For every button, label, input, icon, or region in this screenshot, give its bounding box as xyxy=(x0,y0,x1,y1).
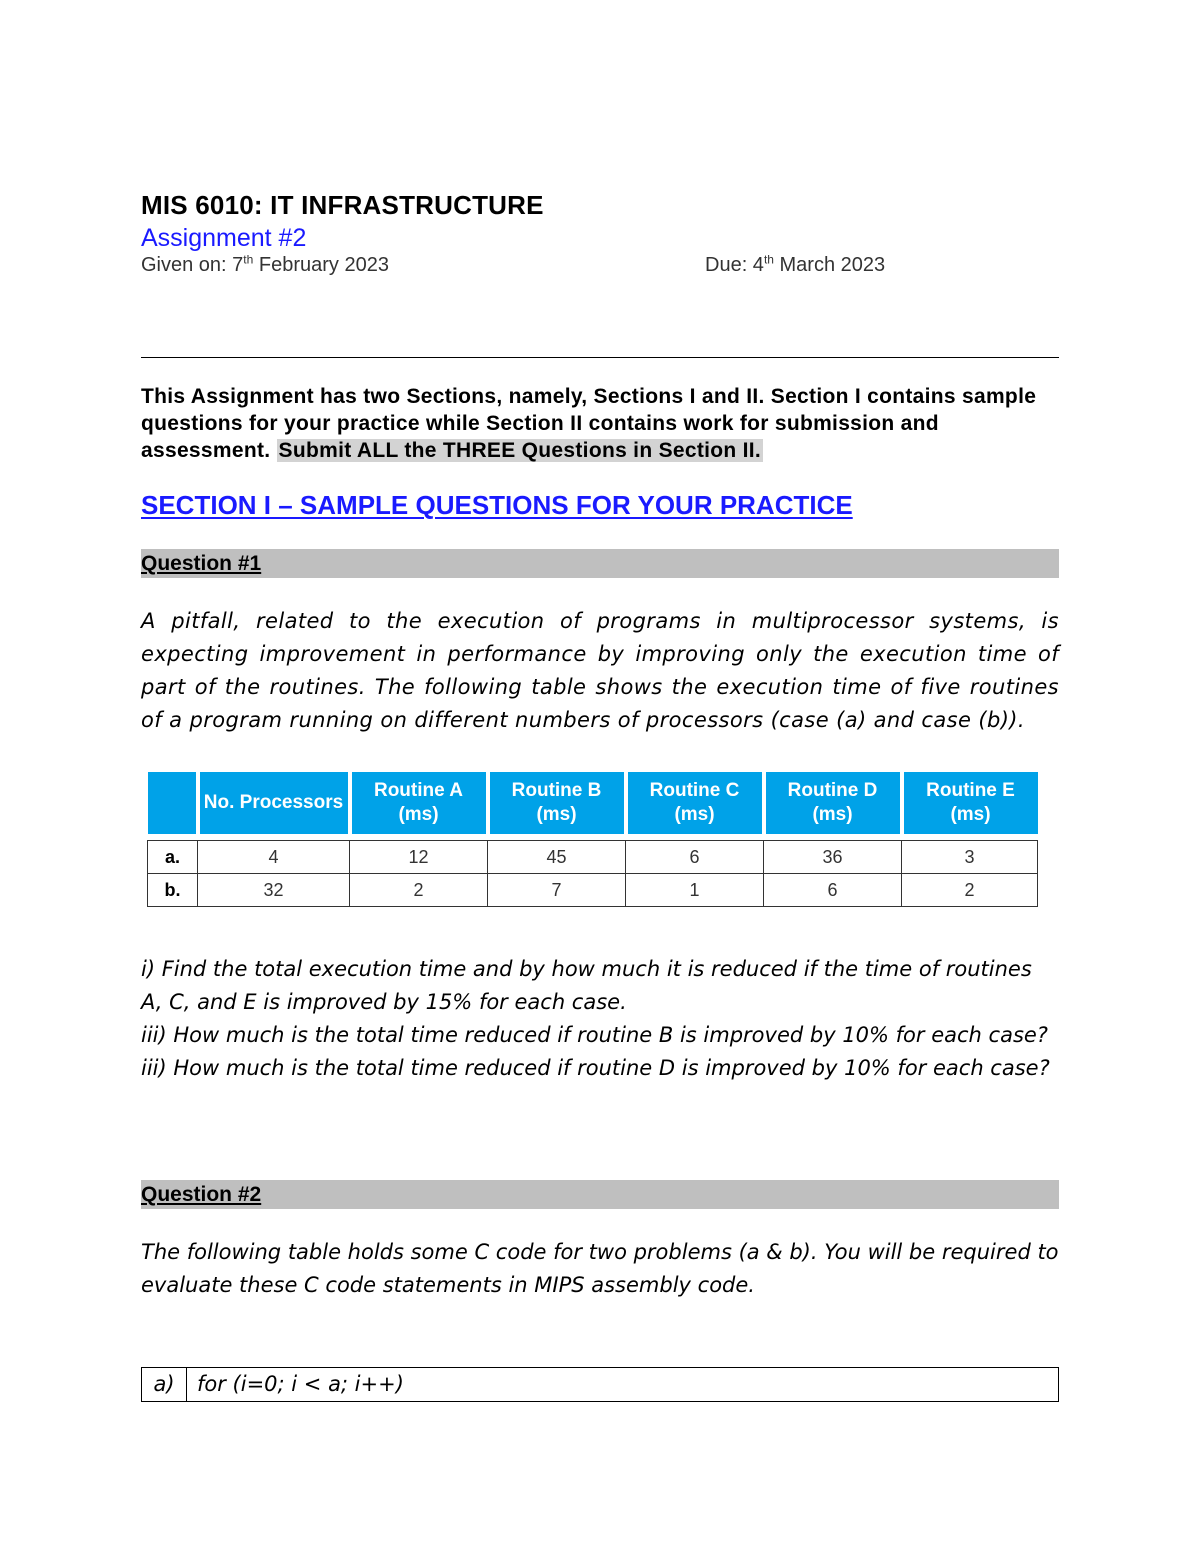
section-1-heading: SECTION I – SAMPLE QUESTIONS FOR YOUR PRACTICE xyxy=(141,490,853,520)
table-header-cell: Routine D (ms) xyxy=(764,772,902,834)
table-cell: a. xyxy=(148,841,198,874)
question-2-title: Question #2 xyxy=(141,1180,1059,1209)
code-label: a) xyxy=(142,1368,187,1402)
course-title: MIS 6010: IT INFRASTRUCTURE xyxy=(141,190,544,220)
question-2-text: The following table holds some C code for two problems (a & b). You will be required to evaluate these C code statements in MIPS assembly code. xyxy=(141,1240,1059,1297)
table-row xyxy=(148,841,1038,874)
table-cell: 36 xyxy=(764,841,902,874)
table-header-cell: Routine B (ms) xyxy=(488,772,626,834)
table-cell: 2 xyxy=(350,874,488,907)
assignment-title: Assignment #2 xyxy=(141,224,307,252)
table-cell: 12 xyxy=(350,841,488,874)
table-cell: b. xyxy=(148,874,198,907)
given-date: Given on: 7th February 2023 xyxy=(141,252,389,276)
table-header-cell xyxy=(148,772,198,834)
table-cell: 1 xyxy=(626,874,764,907)
sub-question: i) Find the total execution time and by how much it is reduced if the time of routines A, C, and E is improved by 15% for each case. xyxy=(141,957,1032,1014)
table-header-row xyxy=(148,772,1038,834)
question-1-title: Question #1 xyxy=(141,549,1059,578)
table-header-cell: Routine A (ms) xyxy=(350,772,488,834)
table-cell: 4 xyxy=(198,841,350,874)
table-cell: 6 xyxy=(626,841,764,874)
table-header-cell: Routine E (ms) xyxy=(902,772,1038,834)
table-cell: 3 xyxy=(902,841,1038,874)
table-cell: 45 xyxy=(488,841,626,874)
table-header-cell: Routine C (ms) xyxy=(626,772,764,834)
table-row xyxy=(148,874,1038,907)
table-header-cell: No. Processors xyxy=(198,772,350,834)
table-cell: 2 xyxy=(902,874,1038,907)
routines-table xyxy=(147,772,1038,907)
sub-question: iii) How much is the total time reduced if routine B is improved by 10% for each case? xyxy=(141,1023,1048,1047)
due-date: Due: 4th March 2023 xyxy=(705,252,886,276)
code-table xyxy=(141,1367,1059,1402)
horizontal-rule xyxy=(141,357,1059,358)
table-cell: 6 xyxy=(764,874,902,907)
sub-question: iii) How much is the total time reduced if routine D is improved by 10% for each case? xyxy=(141,1056,1050,1080)
table-row xyxy=(142,1368,1059,1402)
question-1-subquestions xyxy=(141,953,1059,1085)
table-cell: 32 xyxy=(198,874,350,907)
intro-highlight: Submit ALL the THREE Questions in Section II. xyxy=(278,439,762,462)
table-cell: 7 xyxy=(488,874,626,907)
dates-line xyxy=(141,254,1059,277)
question-1-text: A pitfall, related to the execution of programs in multiprocessor systems, is expecting improvement in performance by improving only the execution time of part of the routines. The following table shows the execution time of five routines of a program running on different numbers of processors (case (a) and case (b)). xyxy=(141,609,1059,732)
code-cell: for (i=0; i < a; i++) xyxy=(187,1368,1059,1402)
intro-paragraph: This Assignment has two Sections, namely, Sections I and II. Section I contains sample questions for your practice while Section II contains work for submission and assessment. Submit ALL the THREE Questions in Section II. xyxy=(141,385,1037,462)
